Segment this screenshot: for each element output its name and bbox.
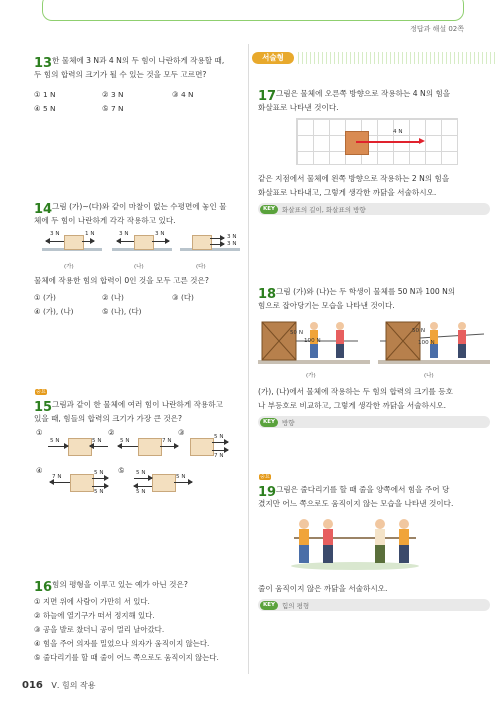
question-number: 17 bbox=[258, 89, 277, 104]
figure-label: (나) bbox=[424, 373, 434, 379]
force-label: 50 N bbox=[412, 328, 426, 334]
force-label: 5 N bbox=[136, 489, 146, 495]
question-13-text-line2: 두 힘의 합력의 크기가 될 수 있는 것을 모두 고르면? bbox=[34, 70, 207, 79]
q15-figures bbox=[34, 428, 244, 498]
force-arrow-left bbox=[117, 241, 134, 242]
section-label: 서술형 bbox=[252, 52, 294, 64]
force-arrow-right bbox=[152, 241, 169, 242]
page-footer bbox=[22, 680, 95, 691]
force-label: 50 N bbox=[290, 330, 304, 336]
force-arrow-right bbox=[134, 478, 152, 479]
answer-reference: 정답과 해설 02쪽 bbox=[410, 25, 464, 33]
option-3[interactable]: ③ (다) bbox=[172, 293, 194, 302]
question-18-ask-line1: (가), (나)에서 물체에 작용하는 두 힘의 합력의 크기를 등호 bbox=[258, 387, 453, 396]
question-14-text-line2: 체에 두 힘이 나란하게 각각 작용하고 있다. bbox=[34, 216, 176, 225]
force-label: 3 N bbox=[227, 241, 237, 247]
force-label: 7 N bbox=[52, 474, 62, 480]
question-17-ask-line2: 화살표로 나타내고, 그렇게 생각한 까닭을 서술하시오. bbox=[258, 188, 437, 197]
question-18-text-line2: 힘으로 잡아당기는 모습을 나타낸 것이다. bbox=[258, 301, 395, 310]
figure-number: ② bbox=[108, 428, 115, 437]
force-label: 100 N bbox=[418, 340, 435, 346]
question-number: 16 bbox=[34, 580, 53, 595]
force-label: 5 N bbox=[50, 438, 60, 444]
block bbox=[190, 438, 214, 456]
question-15-text-line2: 있을 때, 힘들의 합력의 크기가 가장 큰 것은? bbox=[34, 414, 183, 423]
figure-label: (나) bbox=[134, 264, 144, 270]
force-label: 3 N bbox=[119, 231, 129, 237]
option-1[interactable]: ① 지면 위에 사람이 가만히 서 있다. bbox=[34, 597, 150, 606]
question-17-text-line2: 화살표로 나타낸 것이다. bbox=[258, 103, 339, 112]
key-text: 화살표의 길이, 화살표의 방향 bbox=[282, 205, 366, 214]
question-17-text-line1: 그림은 물체에 오른쪽 방향으로 작용하는 4 N의 힘을 bbox=[276, 89, 451, 98]
option-3[interactable]: ③ 공을 발로 찼더니 공이 멀리 날아갔다. bbox=[34, 625, 165, 634]
section-stripes bbox=[298, 52, 498, 64]
figure-label: (가) bbox=[64, 264, 74, 270]
figure-number: ③ bbox=[178, 428, 185, 437]
option-1[interactable]: ① 1 N bbox=[34, 90, 56, 99]
force-label: 5 N bbox=[176, 474, 186, 480]
force-label: 5 N bbox=[120, 438, 130, 444]
block bbox=[64, 235, 84, 250]
question-13-text-line1: 한 물체에 3 N과 4 N의 두 힘이 나란하게 작용할 때, bbox=[52, 56, 225, 65]
force-arrow-right bbox=[210, 244, 224, 245]
key-label: KEY bbox=[260, 418, 278, 427]
option-2[interactable]: ② (나) bbox=[102, 293, 124, 302]
force-arrow-right bbox=[92, 486, 108, 487]
question-15-text-line1: 그림과 같이 한 물체에 여러 힘이 나란하게 작용하고 bbox=[52, 400, 223, 409]
figure-number: ① bbox=[36, 428, 43, 437]
question-16-text: 힘의 평형을 이루고 있는 예가 아닌 것은? bbox=[52, 580, 188, 589]
force-label: 3 N bbox=[155, 231, 165, 237]
figure-label: (가) bbox=[306, 373, 316, 379]
question-number: 15 bbox=[34, 400, 53, 415]
question-19-ask: 줄이 움직이지 않은 까닭을 서술하시오. bbox=[258, 584, 388, 593]
force-arrow-right bbox=[356, 141, 420, 143]
option-3[interactable]: ③ 4 N bbox=[172, 90, 194, 99]
question-17-ask-line1: 같은 지점에서 물체에 왼쪽 방향으로 작용하는 2 N의 힘을 bbox=[258, 174, 450, 183]
question-number: 18 bbox=[258, 287, 277, 302]
force-label: 4 N bbox=[393, 129, 403, 135]
figure-number: ④ bbox=[36, 466, 43, 475]
question-19-text-line1: 그림은 줄다리기를 할 때 줄을 양쪽에서 힘을 주어 당 bbox=[276, 485, 450, 494]
force-label: 5 N bbox=[214, 434, 224, 440]
force-arrow-left bbox=[90, 446, 108, 447]
option-1[interactable]: ① (가) bbox=[34, 293, 56, 302]
chapter-title: Ⅴ. 힘의 작용 bbox=[51, 681, 96, 690]
force-label: 3 N bbox=[227, 234, 237, 240]
force-label: 100 N bbox=[304, 338, 321, 344]
object-block bbox=[345, 131, 369, 155]
force-arrow-left bbox=[134, 486, 152, 487]
key-label: KEY bbox=[260, 205, 278, 214]
arrow-head bbox=[419, 138, 425, 144]
force-arrow-left bbox=[46, 241, 64, 242]
option-5[interactable]: ⑤ (나), (다) bbox=[102, 307, 142, 316]
key-text: 방향 bbox=[282, 418, 295, 427]
force-arrow-right bbox=[82, 241, 94, 242]
option-2[interactable]: ② 3 N bbox=[102, 90, 124, 99]
force-arrow-right bbox=[48, 446, 68, 447]
tug-of-war-illustration bbox=[290, 514, 420, 570]
question-16 bbox=[34, 576, 52, 595]
q14-figures bbox=[42, 226, 242, 260]
question-18-ask-line2: 나 부등호로 비교하고, 그렇게 생각한 까닭을 서술하시오. bbox=[258, 401, 447, 410]
option-4[interactable]: ④ 힘을 주어 의자를 밀었으나 의자가 움직이지 않는다. bbox=[34, 639, 210, 648]
option-4[interactable]: ④ 5 N bbox=[34, 104, 56, 113]
important-badge: 중요 bbox=[260, 474, 270, 480]
question-14-ask: 물체에 작용한 힘의 합력이 0인 것을 모두 고른 것은? bbox=[34, 276, 209, 285]
force-arrow-right bbox=[210, 238, 224, 239]
force-label: 1 N bbox=[85, 231, 95, 237]
force-label: 5 N bbox=[94, 489, 104, 495]
column-divider bbox=[248, 44, 249, 674]
force-arrow-right bbox=[92, 478, 108, 479]
question-18-text-line1: 그림 (가)와 (나)는 두 학생이 물체를 50 N과 100 N의 bbox=[276, 287, 456, 296]
block bbox=[134, 235, 154, 250]
block bbox=[138, 438, 162, 456]
question-19-text-line2: 겼지만 어느 쪽으로도 움직이지 않는 모습을 나타낸 것이다. bbox=[258, 499, 454, 508]
force-arrow-right bbox=[174, 482, 192, 483]
header-frame bbox=[42, 0, 464, 21]
force-label: 5 N bbox=[92, 438, 102, 444]
key-text: 힘의 평형 bbox=[282, 601, 310, 610]
tug-illustration-18 bbox=[258, 314, 490, 370]
section-header bbox=[252, 52, 498, 66]
question-14-text-line1: 그림 (가)~(다)와 같이 마찰이 없는 수평면에 놓인 물 bbox=[52, 202, 227, 211]
force-arrow-right bbox=[212, 450, 228, 451]
key-hint bbox=[258, 203, 490, 215]
question-number: 14 bbox=[34, 202, 53, 217]
figure-number: ⑤ bbox=[118, 466, 125, 475]
force-arrow-right bbox=[212, 442, 228, 443]
key-hint bbox=[258, 416, 490, 428]
force-arrow-left bbox=[118, 446, 138, 447]
option-2[interactable]: ② 하늘에 열기구가 떠서 정지해 있다. bbox=[34, 611, 155, 620]
force-label: 3 N bbox=[50, 231, 60, 237]
option-5[interactable]: ⑤ 줄다리기를 할 때 줄이 어느 쪽으로도 움직이지 않는다. bbox=[34, 653, 219, 662]
question-number: 19 bbox=[258, 485, 277, 500]
block bbox=[192, 235, 212, 250]
force-label: 5 N bbox=[94, 470, 104, 476]
force-label: 5 N bbox=[136, 470, 146, 476]
force-arrow-left bbox=[50, 482, 70, 483]
force-grid bbox=[296, 118, 458, 165]
force-arrow-right bbox=[160, 446, 178, 447]
important-badge: 중요 bbox=[36, 389, 46, 395]
option-4[interactable]: ④ (가), (나) bbox=[34, 307, 74, 316]
key-hint bbox=[258, 599, 490, 611]
block bbox=[152, 474, 176, 492]
key-label: KEY bbox=[260, 601, 278, 610]
block bbox=[70, 474, 94, 492]
option-5[interactable]: ⑤ 7 N bbox=[102, 104, 124, 113]
figure-label: (다) bbox=[196, 264, 206, 270]
page-number: 016 bbox=[22, 680, 43, 691]
force-label: 7 N bbox=[162, 438, 172, 444]
force-label: 7 N bbox=[214, 453, 224, 459]
question-number: 13 bbox=[34, 56, 53, 71]
